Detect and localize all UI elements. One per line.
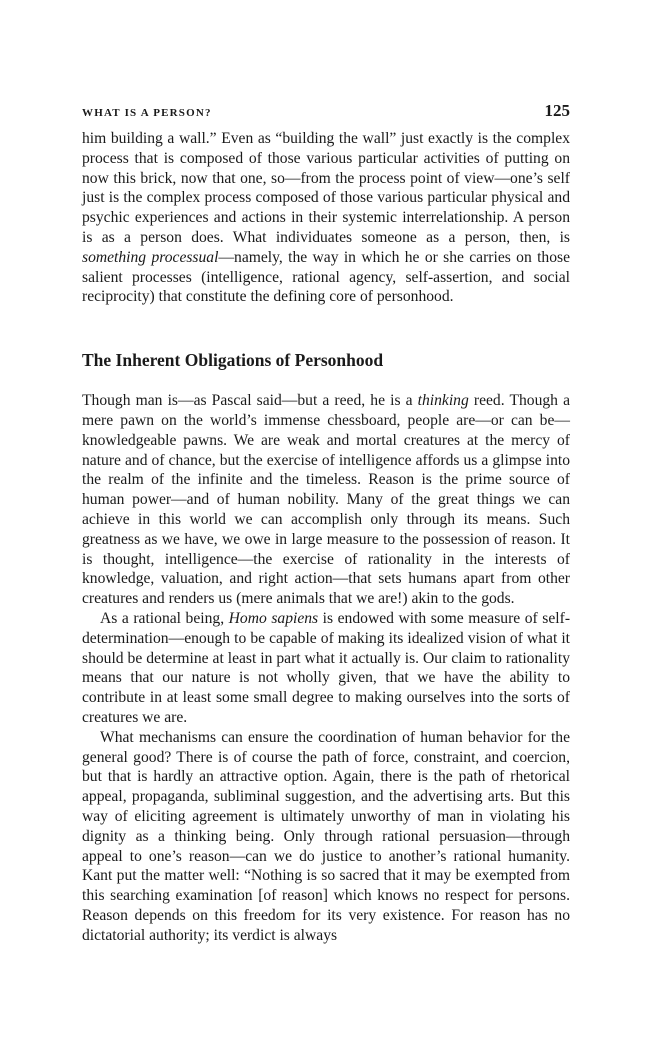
paragraph-2-text: Though man is—as Pascal said—but a reed, he is a <box>82 392 418 410</box>
paragraph-1-text-cont: —namely, the way in which he or she carries on those salient processes (intelligence, rational agency, self-assertion, and social reciprocity) that constitute the defining core of personhood. <box>82 248 570 306</box>
paragraph-1 <box>82 129 570 307</box>
section-heading: The Inherent Obligations of Personhood <box>82 350 384 371</box>
running-head <box>82 101 570 129</box>
paragraph-3-emphasis: Homo sapiens <box>228 609 319 627</box>
paragraph-2 <box>82 391 570 609</box>
paragraph-3-text-cont: is endowed with some measure of self-determination—enough to be capable of making its idealized vision of what it should be determine at least in part what it actually is. Our claim to rationality means that our nature is not wholly given, that we have the ability to contribute in at least some small degree to making ourselves into the sorts of creatures we are. <box>82 609 571 726</box>
page-number: 125 <box>544 101 570 120</box>
paragraph-4 <box>82 728 570 946</box>
paragraph-3-text: As a rational being, <box>100 609 229 627</box>
paragraph-2-text-cont: reed. Though a mere pawn on the world’s immense chessboard, people are—or can be—knowledgeable pawns. We are weak and mortal creatures at the mercy of nature and of chance, but the exercise of intelligence affords us a glimpse into the realm of the infinite and the timeless. Reason is the prime source of human power—and of human nobility. Many of the great things we can achieve in this world we can accomplish only through its means. Such greatness as we have, we owe in large measure to the possession of reason. It is thought, intelligence—the exercise of rationality in the interests of knowledge, valuation, and right action—that sets humans apart from other creatures and renders us (mere animals that we are!) akin to the gods. <box>82 392 571 608</box>
paragraph-4-text: What mechanisms can ensure the coordination of human behavior for the general good? There is of course the path of force, constraint, and coercion, but that is hardly an attractive option. Again, there is the path of rhetorical appeal, propaganda, subliminal suggestion, and the advertising arts. But this way of eliciting agreement is ultimately unworthy of man in violating his dignity as a thinking being. Only through rational persuasion—through appeal to one’s reason—can we do justice to another’s rational humanity. Kant put the matter well: “Nothing is so sacred that it may be exempted from this searching examination [of reason] which knows no respect for persons. Reason depends on this freedom for its very existence. For reason has no dictatorial authority; its verdict is always <box>82 728 570 944</box>
paragraph-1-text: him building a wall.” Even as “building the wall” just exactly is the complex process that is composed of those various particular activities of putting on now this brick, now that one, so—from the process point of view—one’s self just is the complex process composed of those various particular physical and psychic experiences and actions in their systemic interrelationship. A person is as a person does. What individuates someone as a person, then, is <box>82 130 570 246</box>
paragraph-2-emphasis: thinking <box>417 392 469 410</box>
paragraph-3 <box>82 609 570 728</box>
running-title: WHAT IS A PERSON? <box>82 107 212 119</box>
book-page <box>82 101 570 945</box>
paragraph-1-emphasis: something processual <box>82 248 219 266</box>
